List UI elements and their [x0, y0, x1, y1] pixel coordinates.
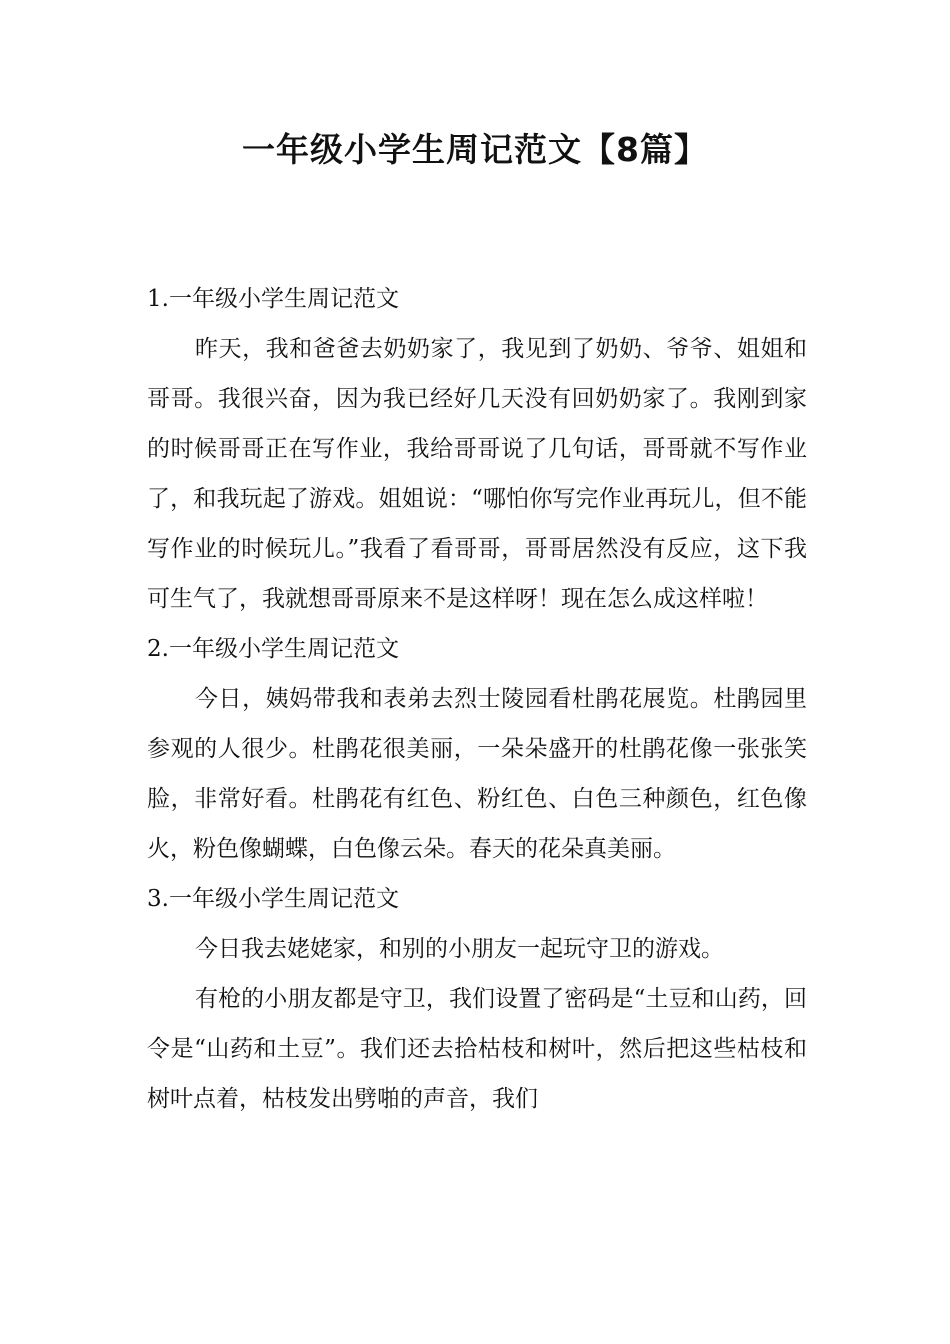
document-title: 一年级小学生周记范文【8篇】	[242, 130, 708, 169]
section-heading-1: 1.一年级小学生周记范文	[147, 286, 399, 312]
section-1-paragraph-1: 昨天，我和爸爸去奶奶家了，我见到了奶奶、爷爷、姐姐和哥哥。我很兴奋，因为我已经好几天没有回奶奶家了。我刚到家的时候哥哥正在写作业，我给哥哥说了几句话，哥哥就不写作业了，和我玩起了游戏。姐姐说：“哪怕你写完作业再玩儿，但不能写作业的时候玩儿。”我看了看哥哥，哥哥居然没有反应，这下我可生气了，我就想哥哥原来不是这样呀！现在怎么成这样啦！	[147, 336, 807, 612]
document-body	[147, 274, 807, 1124]
section-2-paragraph-1: 今日，姨妈带我和表弟去烈士陵园看杜鹃花展览。杜鹃园里参观的人很少。杜鹃花很美丽，一朵朵盛开的杜鹃花像一张张笑脸，非常好看。杜鹃花有红色、粉红色、白色三种颜色，红色像火，粉色像蝴蝶，白色像云朵。春天的花朵真美丽。	[147, 686, 807, 862]
section-3-paragraph-1: 今日我去姥姥家，和别的小朋友一起玩守卫的游戏。	[195, 936, 724, 962]
section-heading-3: 3.一年级小学生周记范文	[147, 886, 399, 912]
section-3-paragraph-2: 有枪的小朋友都是守卫，我们设置了密码是“土豆和山药，回令是“山药和土豆”。我们还去拾枯枝和树叶，然后把这些枯枝和树叶点着，枯枝发出劈啪的声音，我们	[147, 986, 807, 1112]
section-heading-2: 2.一年级小学生周记范文	[147, 636, 399, 662]
